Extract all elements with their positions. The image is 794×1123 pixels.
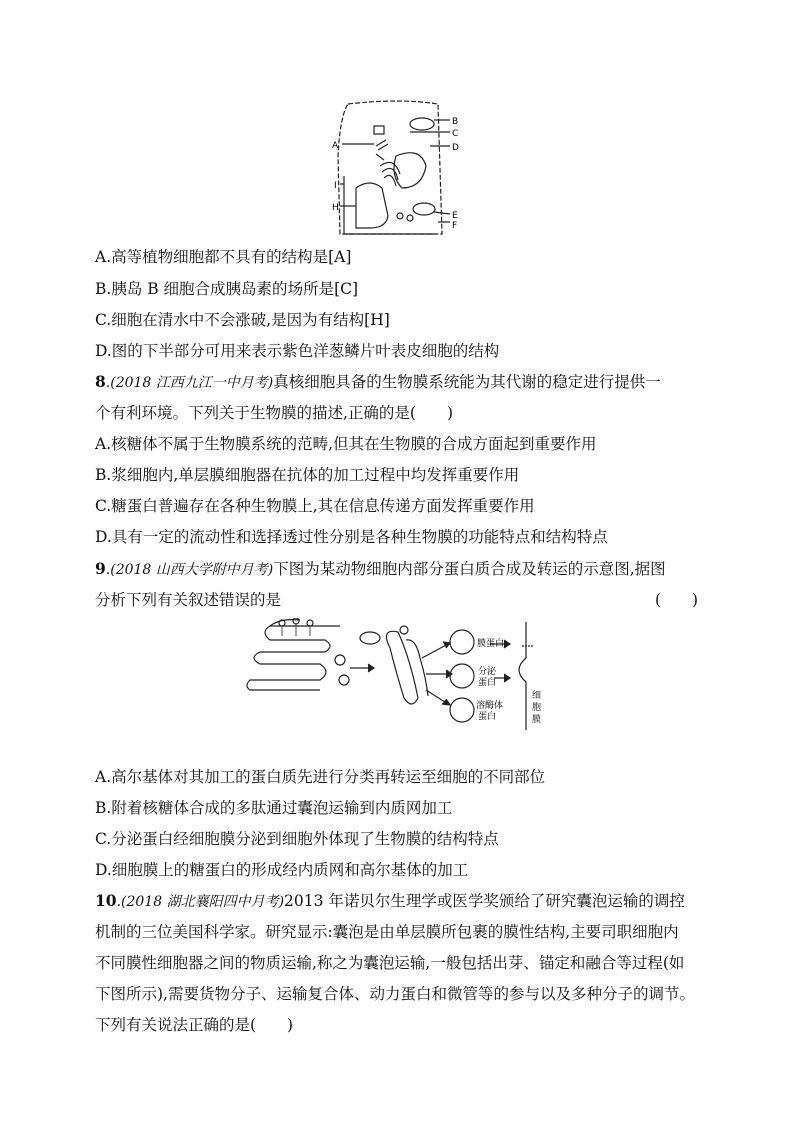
- label-lysosome-2: 蛋白: [478, 712, 497, 722]
- q10-number: 10: [95, 891, 117, 910]
- q9-option-b: B.附着核糖体合成的多肽通过囊泡运输到内质网加工: [95, 799, 453, 817]
- q9-number: 9: [95, 559, 106, 578]
- cell-structure-diagram: [330, 96, 470, 241]
- q9-answer-paren: ( ): [655, 591, 699, 609]
- q8-number: 8: [95, 372, 106, 391]
- label-cell-membrane-2: 胞: [532, 703, 542, 713]
- q8-stem-text: 真核细胞具备的生物膜系统能为其代谢的稳定进行提供一: [273, 373, 661, 391]
- q7-option-c: C.细胞在清水中不会涨破,是因为有结构[H]: [95, 311, 390, 329]
- label-cell-membrane-3: 膜: [532, 715, 542, 725]
- q9-option-c: C.分泌蛋白经细胞膜分泌到细胞外体现了生物膜的结构特点: [95, 830, 499, 848]
- q9-stem-line2: 分析下列有关叙述错误的是: [95, 591, 282, 609]
- q9-source: .(2018 山西大学附中月考): [105, 562, 274, 578]
- protein-transport-diagram: [240, 618, 560, 736]
- q8-option-d: D.具有一定的流动性和选择透过性分别是各种生物膜的功能特点和结构特点: [95, 528, 608, 546]
- q9-stem-line1: [95, 559, 666, 580]
- q10-stem-line5: 下列有关说法正确的是( ): [95, 1016, 294, 1034]
- label-secreted-1: 分泌: [478, 667, 497, 677]
- q10-stem-text: 2013 年诺贝尔生理学或医学奖颁给了研究囊泡运输的调控: [284, 892, 685, 910]
- label-membrane-protein: 膜蛋白: [477, 639, 505, 649]
- label-D: D: [452, 143, 459, 153]
- label-H: H: [332, 203, 339, 213]
- label-cell-membrane-1: 细: [532, 691, 542, 701]
- q8-option-c: C.糖蛋白普遍存在各种生物膜上,其在信息传递方面发挥重要作用: [95, 497, 535, 515]
- q7-option-a: A.高等植物细胞都不具有的结构是[A]: [95, 248, 352, 266]
- label-C: C: [452, 129, 459, 139]
- q10-stem-line4: 下图所示),需要货物分子、运输复合体、动力蛋白和微管等的参与以及多种分子的调节。: [95, 985, 695, 1003]
- q9-option-d: D.细胞膜上的糖蛋白的形成经内质网和高尔基体的加工: [95, 861, 469, 879]
- q10-stem-line2: 机制的三位美国科学家。研究显示:囊泡是由单层膜所包裹的膜性结构,主要司职细胞内: [95, 923, 679, 941]
- q8-option-b: B.浆细胞内,单层膜细胞器在抗体的加工过程中均发挥重要作用: [95, 466, 520, 484]
- q7-option-b: B.胰岛 B 细胞合成胰岛素的场所是[C]: [95, 280, 359, 298]
- q10-stem-line3: 不同膜性细胞器之间的物质运输,称之为囊泡运输,一般包括出芽、锚定和融合等过程(如: [95, 954, 685, 972]
- label-B: B: [452, 117, 459, 127]
- label-F: F: [452, 221, 458, 231]
- q8-stem-line2: 个有利环境。下列关于生物膜的描述,正确的是( ): [95, 404, 454, 422]
- q10-source: .(2018 湖北襄阳四中月考): [116, 894, 285, 910]
- q9-option-a: A.高尔基体对其加工的蛋白质先进行分类再转运至细胞的不同部位: [95, 768, 546, 786]
- label-lysosome-1: 溶酶体: [476, 701, 504, 711]
- q7-option-d: D.图的下半部分可用来表示紫色洋葱鳞片叶表皮细胞的结构: [95, 342, 500, 360]
- label-E: E: [452, 211, 458, 221]
- label-I: I: [334, 181, 337, 191]
- label-A: A: [332, 141, 339, 151]
- q9-stem-text: 下图为某动物细胞内部分蛋白质合成及转运的示意图,据图: [273, 560, 666, 578]
- q10-stem-line1: [95, 891, 685, 912]
- q8-source: .(2018 江西九江一中月考): [105, 375, 274, 391]
- label-secreted-2: 蛋白: [478, 678, 497, 688]
- q8-stem-line1: [95, 372, 661, 393]
- q8-option-a: A.核糖体不属于生物膜系统的范畴,但其在生物膜的合成方面起到重要作用: [95, 435, 597, 453]
